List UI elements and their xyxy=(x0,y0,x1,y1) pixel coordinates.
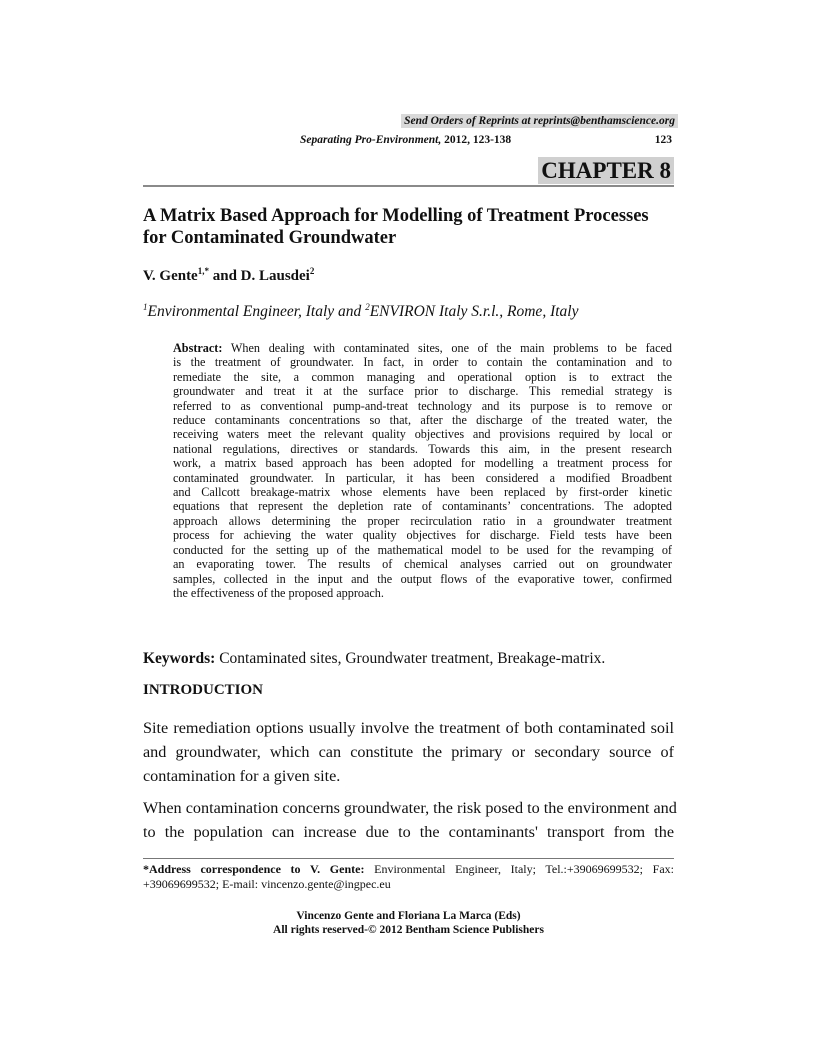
abstract-label: Abstract: xyxy=(173,341,223,355)
affiliations xyxy=(143,302,578,321)
keywords xyxy=(143,650,605,668)
page-footer xyxy=(143,909,674,937)
text-line: samples, collected in the input and the output flows of the evaporative tower, confirmed xyxy=(173,571,672,586)
text-line: and Callcott breakage-matrix whose elements have been replaced by first-order kinetic xyxy=(173,485,672,500)
footnote-text: Environmental Engineer, Italy; Tel.:+39069699532; Fax: xyxy=(364,862,674,876)
footnote xyxy=(143,862,674,891)
title-line: A Matrix Based Approach for Modelling of Treatment Processes xyxy=(143,206,649,226)
paragraph xyxy=(143,796,677,844)
affil-2: ENVIRON Italy S.r.l., Rome, Italy xyxy=(369,303,579,321)
author-1: V. Gente xyxy=(143,268,198,284)
text-line: is the treatment of groundwater. In fact, in order to contain the contamination and to xyxy=(173,355,672,370)
abstract xyxy=(173,341,672,600)
header-rule xyxy=(143,185,674,187)
reprints-notice: Send Orders of Reprints at reprints@benthamscience.org xyxy=(401,114,678,128)
footnote-rule xyxy=(143,858,674,859)
text-line: reduce contaminants concentrations so that, after the discharge of the treated water, the xyxy=(173,413,672,428)
journal-issue: 2012, 123-138 xyxy=(441,134,512,146)
paragraph xyxy=(143,716,674,788)
keywords-text: Contaminated sites, Groundwater treatment, Breakage-matrix. xyxy=(215,650,606,667)
text-line: equations that represent the depletion rate of contaminants’ concentrations. The adopted xyxy=(173,499,672,514)
footnote-text: +39069699532; E-mail: vincenzo.gente@ingpec.eu xyxy=(143,876,391,891)
journal-name: Separating Pro-Environment, xyxy=(300,134,442,146)
running-header xyxy=(300,133,511,147)
affil-mark: 2 xyxy=(365,302,370,312)
text-line: referred to as conventional pump-and-treat technology and its purpose is to remove or xyxy=(173,398,672,413)
text-line: an evaporating tower. The results of chemical analyses carried out on groundwater xyxy=(173,557,672,572)
chapter-label: CHAPTER 8 xyxy=(538,157,674,184)
text-line: and groundwater, which can constitute the primary or secondary source of xyxy=(143,743,674,761)
editors: Vincenzo Gente and Floriana La Marca (Eds) xyxy=(296,910,521,922)
copyright: All rights reserved-© 2012 Bentham Science Publishers xyxy=(273,924,544,936)
text-line: work, a matrix based approach has been adopted for modelling a treatment process for xyxy=(173,456,672,471)
text-line: groundwater and treat it at the surface prior to discharge. This remedial strategy is xyxy=(173,384,672,399)
text-line: remediate the site, a common managing and operational option is to extract the xyxy=(173,369,672,384)
abstract-text: When dealing with contaminated sites, one of the main problems to be faced xyxy=(222,341,672,355)
text-line: approach allows determining the proper recirculation ratio in a groundwater treatment xyxy=(173,513,672,528)
affil-1: Environmental Engineer, Italy and xyxy=(147,303,366,321)
footnote-label: *Address correspondence to V. Gente: xyxy=(143,862,365,876)
affil-mark: 1 xyxy=(143,302,148,312)
text-line: Site remediation options usually involve the treatment of both contaminated soil xyxy=(143,719,674,737)
text-line: conducted for the setting up of the mathematical model to be used for the revamping of xyxy=(173,542,672,557)
text-line: the effectiveness of the proposed approach. xyxy=(173,585,384,600)
author-2: and D. Lausdei xyxy=(208,268,310,284)
author-1-affil: 1,* xyxy=(197,266,209,276)
text-line: contamination for a given site. xyxy=(143,767,341,785)
text-line: contaminated groundwater. In particular, it has been considered a modified Broadbent xyxy=(173,470,672,485)
keywords-label: Keywords: xyxy=(143,650,216,667)
authors xyxy=(143,266,314,285)
title-line: for Contaminated Groundwater xyxy=(143,228,397,248)
author-2-affil: 2 xyxy=(309,266,315,276)
text-line: to the population can increase due to the contaminants' transport from the xyxy=(143,823,674,841)
section-heading: INTRODUCTION xyxy=(143,682,264,698)
paper-title xyxy=(143,205,674,249)
text-line: When contamination concerns groundwater, the risk posed to the environment and xyxy=(143,799,677,817)
text-line xyxy=(173,341,672,355)
text-line: process for achieving the water quality objectives for discharge. Field tests have been xyxy=(173,528,672,543)
text-line: receiving waters meet the relevant quality objectives and provisions required by local or xyxy=(173,427,672,442)
text-line: national regulations, directives or standards. Towards this aim, in the present research xyxy=(173,441,672,456)
page-number: 123 xyxy=(654,134,672,146)
